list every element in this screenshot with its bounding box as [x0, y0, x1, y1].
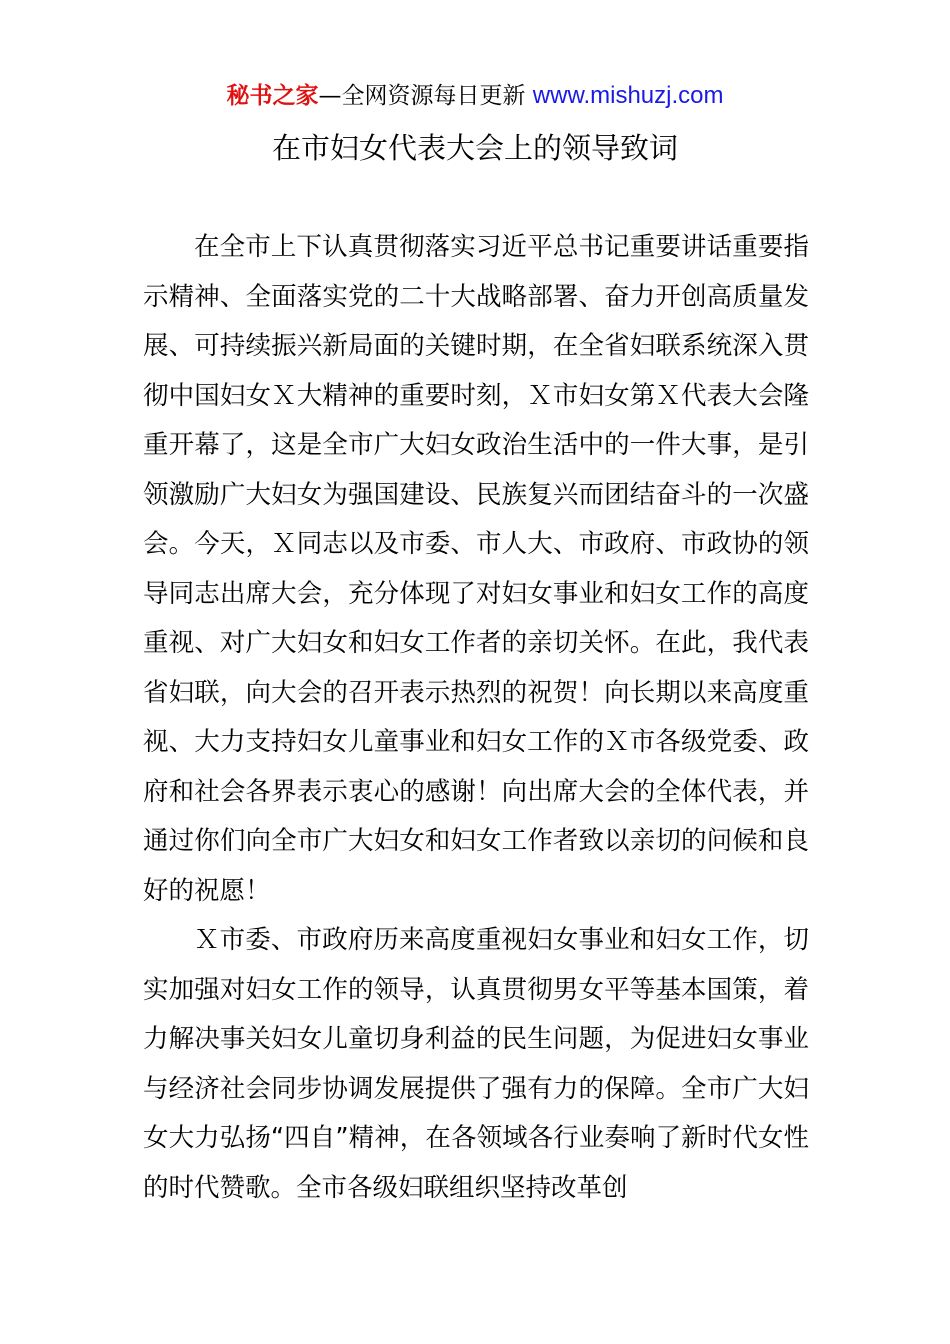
paragraph-2: Ｘ市委、市政府历来高度重视妇女事业和妇女工作，切实加强对妇女工作的领导，认真贯彻男女平等基本国策，着力解决事关妇女儿童切身利益的民生问题，为促进妇女事业与经济社会同步协调发展提供了强有力的保障。全市广大妇女大力弘扬“四自”精神，在各领域各行业奏响了新时代女性的时代赞歌。全市各级妇联组织坚持改革创	[143, 925, 809, 1203]
paragraph-1: 在全市上下认真贯彻落实习近平总书记重要讲话重要指示精神、全面落实党的二十大战略部署、奋力开创高质量发展、可持续振兴新局面的关键时期，在全省妇联系统深入贯彻中国妇女Ｘ大精神的重要时刻，Ｘ市妇女第Ｘ代表大会隆重开幕了，这是全市广大妇女政治生活中的一件大事，是引领激励广大妇女为强国建设、民族复兴而团结奋斗的一次盛会。今天，Ｘ同志以及市委、市人大、市政府、市政协的领导同志出席大会，充分体现了对妇女事业和妇女工作的高度重视、对广大妇女和妇女工作者的亲切关怀。在此，我代表省妇联，向大会的召开表示热烈的祝贺！向长期以来高度重视、大力支持妇女儿童事业和妇女工作的Ｘ市各级党委、政府和社会各界表示衷心的感谢！向出席大会的全体代表，并通过你们向全市广大妇女和妇女工作者致以亲切的问候和良好的祝愿！	[143, 232, 809, 906]
brand-name: 秘书之家	[226, 83, 319, 109]
site-header	[0, 80, 950, 112]
document-body	[143, 223, 809, 1213]
site-url-link[interactable]: www.mishuzj.com	[532, 82, 724, 109]
document-title: 在市妇女代表大会上的领导致词	[271, 131, 678, 165]
header-tagline: —全网资源每日更新	[318, 83, 533, 109]
